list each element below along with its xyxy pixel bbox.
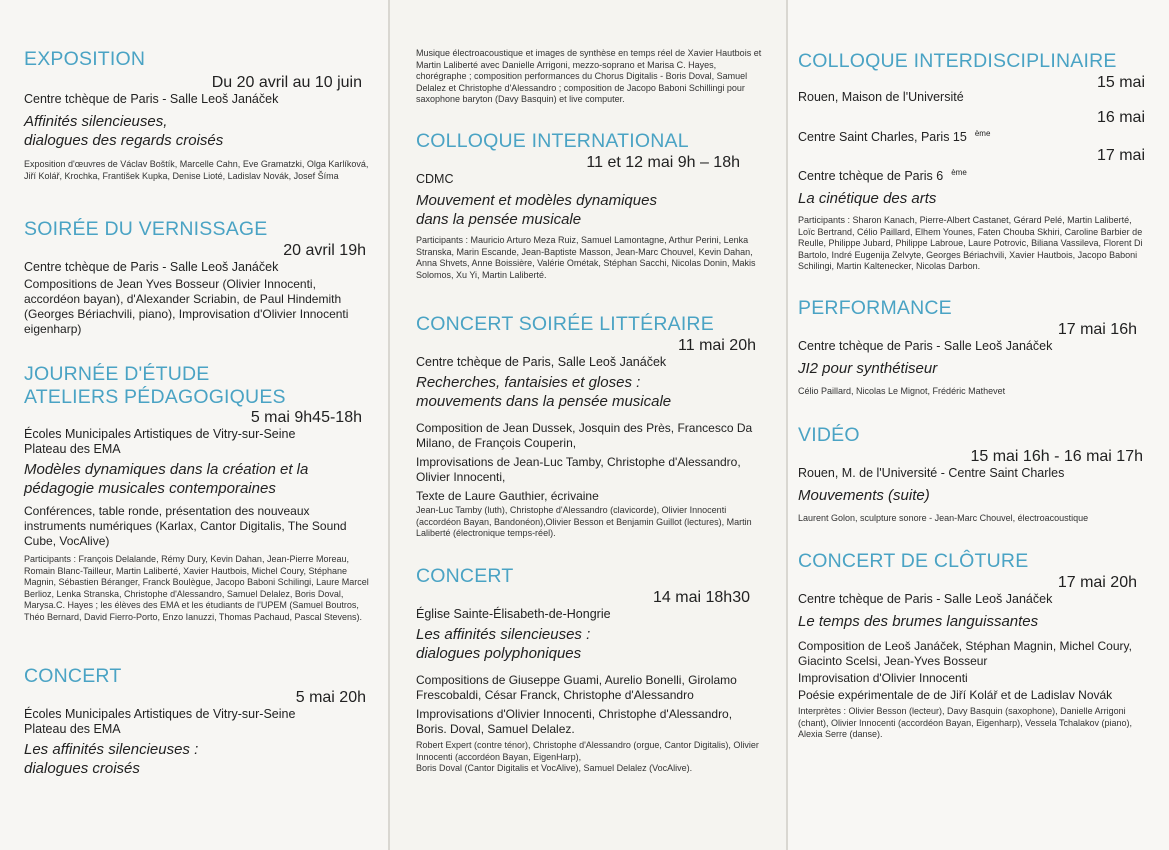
colloque-day2-superscript: ème (974, 129, 991, 138)
exposition-artists: Exposition d'œuvres de Václav Boštík, Marcelle Cahn, Eve Gramatzki, Olga Karlíková, Jiří Kolář, Krochka, František Kupka, Denise Lioté, Ladislav Novák, Josef Šíma (24, 159, 369, 181)
soiree-litteraire-compositions: Composition de Jean Dussek, Josquin des Près, Francesco Da Milano, de François Couperin, (416, 421, 753, 450)
soiree-litteraire-texte: Texte de Laure Gauthier, écrivaine (416, 489, 599, 503)
colloque-day2-place (798, 126, 1145, 145)
intro-text: Musique électroacoustique et images de synthèse en temps réel de Xavier Hautbois et Martin Laliberté avec Danielle Arrigoni, mezzo-soprano et Marisa C. Hayes, chorégraphe ; composition performances du Chorus Digitalis - Boris Doval, Samuel Delalez et Christophe d'Alessandro ; composition de Jacopo Baboni Schillingi pour saxophone baryton (Davy Basquin) et live computer. (416, 48, 762, 104)
middle-panel (390, 0, 786, 850)
colloque-interdisciplinaire-heading: COLLOQUE INTERDISCIPLINAIRE (798, 50, 1117, 72)
performance-date: 17 mai 16h (1057, 321, 1137, 338)
concert2-title: Les affinités silencieuses : dialogues polyphoniques (416, 626, 591, 662)
concert1-heading: CONCERT (24, 665, 122, 687)
colloque-interdisciplinaire-title: La cinétique des arts (798, 190, 937, 208)
journee-title: Modèles dynamiques dans la création et la pédagogie musicales contemporaines (24, 461, 309, 497)
cloture-place: Centre tchèque de Paris - Salle Leoš Janáček (798, 592, 1053, 606)
journee-program: Conférences, table ronde, présentation des nouveaux instruments numériques (Karlax, Cantor Digitalis, The Sound Cube, VocAlive) (24, 504, 347, 548)
video-date: 15 mai 16h - 16 mai 17h (970, 448, 1143, 465)
concert2-section (416, 565, 764, 775)
colloque-international-participants: Participants : Mauricio Arturo Meza Ruiz, Samuel Lamontagne, Arthur Perini, Lenka Stranska, Marin Escande, Jean-Baptiste Masson, Jean-Marc Chouvel, Kevin Dahan, Anna Shvets, Anne Boissière, Valérie Ométak, Stéphan Sacchi, Nicolas Donin, Makis Solomos, Xu Yi, Martin Laliberté. (416, 235, 756, 280)
concert2-place: Église Sainte-Élisabeth-de-Hongrie (416, 607, 611, 621)
video-artists: Laurent Golon, sculpture sonore - Jean-Marc Chouvel, électroacoustique (798, 513, 1089, 523)
colloque-day2-place-text: Centre Saint Charles, Paris 15 (798, 130, 967, 145)
concert2-date: 14 mai 18h30 (653, 589, 750, 606)
concert2-performers: Robert Expert (contre ténor), Christophe d'Alessandro (orgue, Cantor Digitalis), Olivier Innocenti (accordéon Bayan, EigenHarp), Boris Doval (Cantor Digitalis et VocAlive), Samuel Delalez (VocAlive). (416, 740, 759, 773)
colloque-day2-date: 16 mai (1096, 109, 1145, 126)
cloture-poesie: Poésie expérimentale de de Jiří Kolář et de Ladislav Novák (798, 688, 1113, 702)
left-panel (0, 0, 388, 850)
cloture-heading: CONCERT DE CLÔTURE (798, 550, 1029, 572)
vernissage-place: Centre tchèque de Paris - Salle Leoš Janáček (24, 260, 279, 274)
colloque-international-heading: COLLOQUE INTERNATIONAL (416, 130, 689, 152)
concert1-place: Écoles Municipales Artistiques de Vitry-sur-Seine Plateau des EMA (24, 707, 296, 736)
performance-title: JI2 pour synthétiseur (798, 360, 938, 377)
colloque-interdisciplinaire-section (798, 50, 1145, 273)
video-heading: VIDÉO (798, 424, 860, 446)
soiree-litteraire-performers: Jean-Luc Tamby (luth), Christophe d'Alessandro (clavicorde), Olivier Innocenti (accordéon Bayan, Bandonéon),Olivier Besson et Benjamin Guillot (lectures), Martin Laliberté (électronique temps-réel). (416, 505, 752, 538)
soiree-litteraire-title: Recherches, fantaisies et gloses : mouvements dans la pensée musicale (416, 374, 672, 410)
soiree-litteraire-heading: CONCERT SOIRÉE LITTÉRAIRE (416, 313, 714, 335)
soiree-litteraire-place: Centre tchèque de Paris, Salle Leoš Janáček (416, 355, 667, 369)
performance-artists: Célio Paillard, Nicolas Le Mignot, Frédéric Mathevet (798, 386, 1006, 396)
journee-date: 5 mai 9h45-18h (250, 409, 362, 426)
exposition-section (24, 48, 370, 182)
concert2-heading: CONCERT (416, 565, 514, 587)
cloture-compositions: Composition de Leoš Janáček, Stéphan Magnin, Michel Coury, Giacinto Scelsi, Jean-Yves Bosseur (798, 639, 1132, 668)
exposition-heading: EXPOSITION (24, 48, 146, 70)
vernissage-heading: SOIRÉE DU VERNISSAGE (24, 218, 268, 240)
colloque-day3-date: 17 mai (1096, 147, 1145, 165)
exposition-place: Centre tchèque de Paris - Salle Leoš Janáček (24, 92, 279, 106)
cloture-title: Le temps des brumes languissantes (798, 613, 1039, 630)
concert1-date: 5 mai 20h (295, 689, 366, 706)
concert1-title: Les affinités silencieuses : dialogues croisés (24, 741, 199, 777)
colloque-day3-place (798, 165, 1145, 184)
concert2-compositions: Compositions de Giuseppe Guami, Aurelio Bonelli, Girolamo Frescobaldi, César Franck, Christophe d'Alessandro (416, 673, 737, 702)
concert1-section (24, 665, 370, 778)
journee-participants: Participants : François Delalande, Rémy Dury, Kevin Dahan, Jean-Pierre Moreau, Romain Blanc-Tailleur, Martin Laliberté, Xavier Hautbois, Michel Coury, Stéphane Magnin, Sébastien Béranger, Franck Boulègue, Jacopo Baboni Schilingi, Laure Marcel Berlioz, Lenka Stranska, Christophe d'Alessandro, Samuel Delalez, Boris Doval, Marysa.C. Hayes ; les élèves des EMA et les étudiants de l'UPEM (Samuel Boutros, Théo Bernard, David Fierro-Porto, Enzo Ianuzzi, Thomas Pachaud, Pascal Stevens). (24, 554, 369, 622)
concert2-improvisations: Improvisations d'Olivier Innocenti, Christophe d'Alessandro, Boris. Doval, Samuel Delalez. (416, 707, 733, 736)
vernissage-date: 20 avril 19h (283, 242, 366, 259)
performance-heading: PERFORMANCE (798, 297, 952, 319)
colloque-international-section (416, 130, 764, 281)
soiree-litteraire-date: 11 mai 20h (678, 337, 756, 354)
performance-section (798, 297, 1145, 398)
colloque-day1-place: Rouen, Maison de l'Université (798, 90, 964, 104)
colloque-day1-date: 15 mai (1096, 74, 1145, 91)
right-panel (788, 0, 1169, 850)
vernissage-program: Compositions de Jean Yves Bosseur (Olivier Innocenti, accordéon bayan), d'Alexander Scriabin, de Paul Hindemith (Georges Bériachvili, piano), Improvisation d'Olivier Innocenti eigenharp) (24, 277, 349, 336)
colloque-interdisciplinaire-participants: Participants : Sharon Kanach, Pierre-Albert Castanet, Gérard Pelé, Martin Laliberté, Loïc Bertrand, Célio Paillard, Elhem Younes, Faten Chouba Skhiri, Caroline Barbier de Reulle, Philippe Jubard, Philippe Labroue, Laure Potrovic, Biliana Vassileva, Florent Di Bartolo, Indré Eugenija Zelvyte, Georges Bériachvili, Xavier Hautbois, Jacopo Baboni Schilingi, Martin Kaltenecker, Nicolas Darbon. (798, 215, 1143, 272)
exposition-dates: Du 20 avril au 10 juin (211, 74, 362, 91)
soiree-litteraire-section (416, 313, 764, 540)
vernissage-section (24, 218, 370, 337)
journee-section (24, 363, 370, 623)
exposition-title: Affinités silencieuses, dialogues des regards croisés (24, 113, 224, 149)
video-place: Rouen, M. de l'Université - Centre Saint Charles (798, 466, 1065, 480)
colloque-international-date: 11 et 12 mai 9h – 18h (586, 154, 740, 171)
cloture-improvisation: Improvisation d'Olivier Innocenti (798, 671, 968, 685)
cloture-interpretes: Interprètes : Olivier Besson (lecteur), Davy Basquin (saxophone), Danielle Arrigoni (chant), Olivier Innocenti (accordéon Bayan, Eigenharp), Vessela Tchalakov (piano), Alexia Serre (danse). (798, 706, 1133, 739)
soiree-litteraire-improvisations: Improvisations de Jean-Luc Tamby, Christophe d'Alessandro, Olivier Innocenti, (416, 455, 741, 484)
colloque-day3-superscript: ème (951, 168, 967, 178)
intro-section (416, 48, 764, 106)
journee-place: Écoles Municipales Artistiques de Vitry-sur-Seine Plateau des EMA (24, 427, 296, 456)
cloture-date: 17 mai 20h (1057, 574, 1137, 591)
performance-place: Centre tchèque de Paris - Salle Leoš Janáček (798, 339, 1053, 353)
colloque-day3-place-text: Centre tchèque de Paris 6 (798, 169, 944, 184)
journee-heading: JOURNÉE D'ÉTUDE ATELIERS PÉDAGOGIQUES (24, 363, 286, 408)
cloture-section (798, 550, 1145, 741)
colloque-international-place: CDMC (416, 172, 454, 186)
colloque-international-title: Mouvement et modèles dynamiques dans la pensée musicale (416, 192, 657, 228)
video-section (798, 424, 1145, 525)
video-title: Mouvements (suite) (798, 487, 930, 504)
